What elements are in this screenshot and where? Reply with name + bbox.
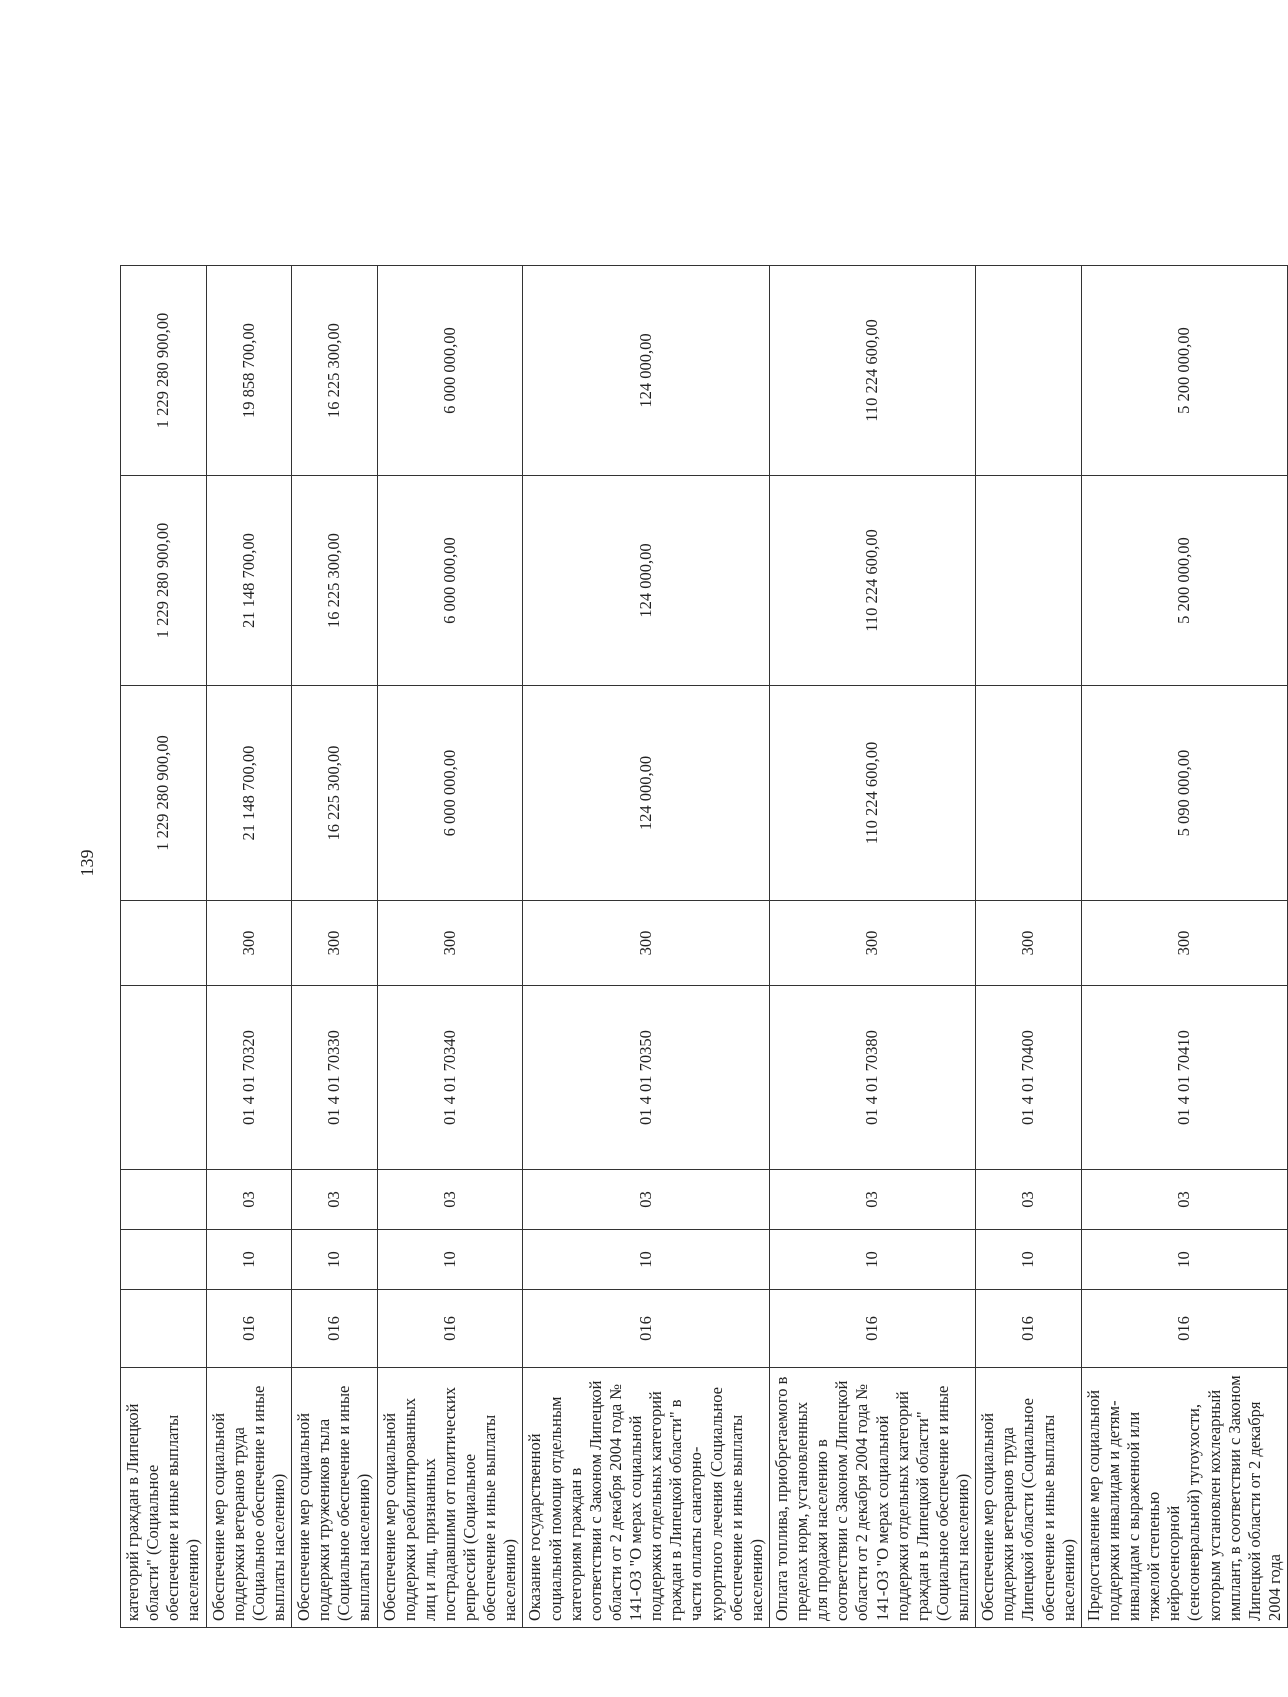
section-code: 10 [377,1230,523,1290]
target-article-code: 01 4 01 70340 [377,986,523,1170]
amount-year-3: 110 224 600,00 [769,266,975,476]
row-description: Обеспечение мер социальной поддержки тружеников тыла (Социальное обеспечение и иные выплаты населению) [292,1368,378,1628]
ministry-code: 016 [1081,1290,1287,1368]
expense-type-code: 300 [206,901,292,986]
amount-year-2: 124 000,00 [523,476,770,686]
ministry-code: 016 [976,1290,1082,1368]
section-code: 10 [976,1230,1082,1290]
budget-table [120,265,1288,1628]
subsection-code: 03 [206,1170,292,1230]
expense-type-code: 300 [976,901,1082,986]
expense-type-code: 300 [1081,901,1287,986]
target-article-code: 01 4 01 70380 [769,986,975,1170]
expense-type-code: 300 [377,901,523,986]
target-article-code: 01 4 01 70330 [292,986,378,1170]
amount-year-3: 6 000 000,00 [377,266,523,476]
amount-year-3: 1 229 280 900,00 [121,266,207,476]
amount-year-3 [976,266,1082,476]
section-code: 10 [292,1230,378,1290]
amount-year-1: 16 225 300,00 [292,686,378,901]
amount-year-3: 16 225 300,00 [292,266,378,476]
amount-year-2: 6 000 000,00 [377,476,523,686]
expense-type-code: 300 [769,901,975,986]
table-row [1081,266,1287,1628]
amount-year-2: 16 225 300,00 [292,476,378,686]
subsection-code: 03 [769,1170,975,1230]
ministry-code: 016 [206,1290,292,1368]
row-description: категорий граждан в Липецкой области" (Социальное обеспечение и иные выплаты населению) [121,1368,207,1628]
subsection-code: 03 [377,1170,523,1230]
amount-year-1: 124 000,00 [523,686,770,901]
ministry-code: 016 [377,1290,523,1368]
target-article-code: 01 4 01 70410 [1081,986,1287,1170]
row-description: Обеспечение мер социальной поддержки ветеранов труда (Социальное обеспечение и иные выплаты населению) [206,1368,292,1628]
target-article-code: 01 4 01 70320 [206,986,292,1170]
ministry-code [121,1290,207,1368]
target-article-code: 01 4 01 70400 [976,986,1082,1170]
budget-table-rotated [120,266,1284,1628]
ministry-code: 016 [523,1290,770,1368]
amount-year-1: 6 000 000,00 [377,686,523,901]
amount-year-3: 124 000,00 [523,266,770,476]
section-code: 10 [523,1230,770,1290]
table-row [121,266,207,1628]
amount-year-2: 21 148 700,00 [206,476,292,686]
amount-year-3: 19 858 700,00 [206,266,292,476]
row-description: Предоставление мер социальной поддержки инвалидам и детям-инвалидам с выраженной или тяжелой степенью нейросенсорной (сенсоневральной) тугоухости, которым установлен кохлеарный имплант, в соответствии с Законом Липецкой области от 2 декабря 2004 года [1081,1368,1287,1628]
table-row [976,266,1082,1628]
expense-type-code: 300 [292,901,378,986]
amount-year-3: 5 200 000,00 [1081,266,1287,476]
row-description: Оплата топлива, приобретаемого в пределах норм, установленных для продажи населению в соответствии с Законом Липецкой области от 2 декабря 2004 года № 141-ОЗ "О мерах социальной поддержки отдельных категорий граждан в Липецкой области" (Социальное обеспечение и иные выплаты населению) [769,1368,975,1628]
subsection-code: 03 [523,1170,770,1230]
ministry-code: 016 [292,1290,378,1368]
target-article-code: 01 4 01 70350 [523,986,770,1170]
target-article-code [121,986,207,1170]
section-code: 10 [1081,1230,1287,1290]
amount-year-2: 110 224 600,00 [769,476,975,686]
ministry-code: 016 [769,1290,975,1368]
amount-year-2: 5 200 000,00 [1081,476,1287,686]
section-code: 10 [769,1230,975,1290]
page-number: 139 [76,849,97,877]
row-description: Обеспечение мер социальной поддержки реабилитированных лиц и лиц, признанных пострадавшими от политических репрессий (Социальное обеспечение и иные выплаты населению) [377,1368,523,1628]
amount-year-2 [976,476,1082,686]
amount-year-1: 110 224 600,00 [769,686,975,901]
table-row [377,266,523,1628]
subsection-code: 03 [1081,1170,1287,1230]
table-row [769,266,975,1628]
subsection-code: 03 [292,1170,378,1230]
table-row [206,266,292,1628]
table-row [523,266,770,1628]
table-row [292,266,378,1628]
row-description: Обеспечение мер социальной поддержки ветеранов труда Липецкой области (Социальное обеспечение и иные выплаты населению) [976,1368,1082,1628]
section-code: 10 [206,1230,292,1290]
amount-year-1: 5 090 000,00 [1081,686,1287,901]
expense-type-code: 300 [523,901,770,986]
amount-year-1: 21 148 700,00 [206,686,292,901]
amount-year-1 [976,686,1082,901]
section-code [121,1230,207,1290]
expense-type-code [121,901,207,986]
amount-year-2: 1 229 280 900,00 [121,476,207,686]
row-description: Оказание государственной социальной помощи отдельным категориям граждан в соответствии с Законом Липецкой области от 2 декабря 2004 года № 141-ОЗ "О мерах социальной поддержки отдельных категорий граждан в Липецкой области" в части оплаты санаторно-курортного лечения (Социальное обеспечение и иные выплаты населению) [523,1368,770,1628]
subsection-code: 03 [976,1170,1082,1230]
amount-year-1: 1 229 280 900,00 [121,686,207,901]
subsection-code [121,1170,207,1230]
